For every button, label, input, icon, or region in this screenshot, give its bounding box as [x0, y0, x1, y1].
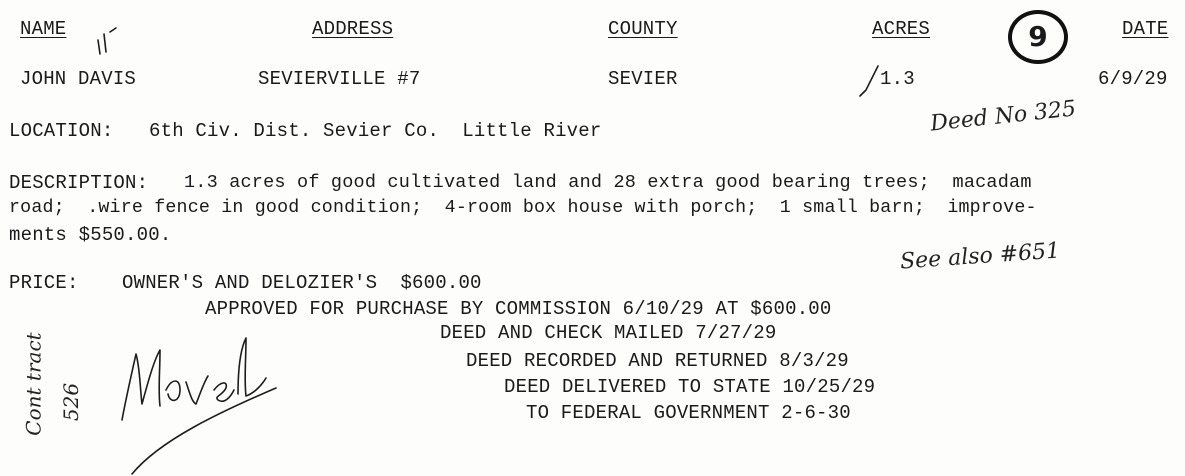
acres-value: 1.3 — [880, 68, 915, 90]
location-label: LOCATION: — [9, 120, 114, 142]
description-label: DESCRIPTION: — [9, 172, 149, 194]
history-delivered: DEED DELIVERED TO STATE 10/25/29 — [504, 376, 876, 398]
history-federal: TO FEDERAL GOVERNMENT 2-6-30 — [526, 402, 851, 424]
price-value: OWNER'S AND DELOZIER'S $600.00 — [122, 272, 482, 294]
history-approved: APPROVED FOR PURCHASE BY COMMISSION 6/10/29 AT $600.00 — [205, 298, 832, 320]
description-line-3: ments $550.00. — [9, 224, 172, 246]
pen-tick-marks — [92, 24, 132, 60]
owner-address: SEVIERVILLE #7 — [258, 68, 421, 90]
price-label: PRICE: — [9, 272, 79, 294]
name-header: NAME — [20, 18, 67, 40]
circled-number-stamp — [1008, 10, 1068, 64]
county-header: COUNTY — [608, 18, 678, 40]
owner-name: JOHN DAVIS — [20, 68, 137, 90]
handwritten-see-also: See also #651 — [899, 238, 1061, 275]
date-value: 6/9/29 — [1098, 68, 1168, 90]
acres-header: ACRES — [872, 18, 931, 40]
handwritten-deed-number: Deed No 325 — [929, 96, 1078, 137]
description-line-2: road; .wire fence in good condition; 4-room box house with porch; 1 small barn; improve- — [9, 198, 1037, 218]
history-recorded: DEED RECORDED AND RETURNED 8/3/29 — [466, 350, 849, 372]
handwritten-cont-tract-number: 526 — [59, 382, 84, 422]
county-value: SEVIER — [608, 68, 678, 90]
history-mailed: DEED AND CHECK MAILED 7/27/29 — [440, 322, 777, 344]
address-header: ADDRESS — [312, 18, 394, 40]
circled-number: 9 — [1028, 20, 1048, 53]
date-header: DATE — [1122, 18, 1169, 40]
location-value: 6th Civ. Dist. Sevier Co. Little River — [149, 120, 602, 142]
handwritten-cont-tract: Cont tract — [21, 332, 46, 436]
handwritten-moved-signature — [110, 320, 285, 476]
description-line-1: 1.3 acres of good cultivated land and 28 extra good bearing trees; macadam — [184, 172, 1032, 193]
